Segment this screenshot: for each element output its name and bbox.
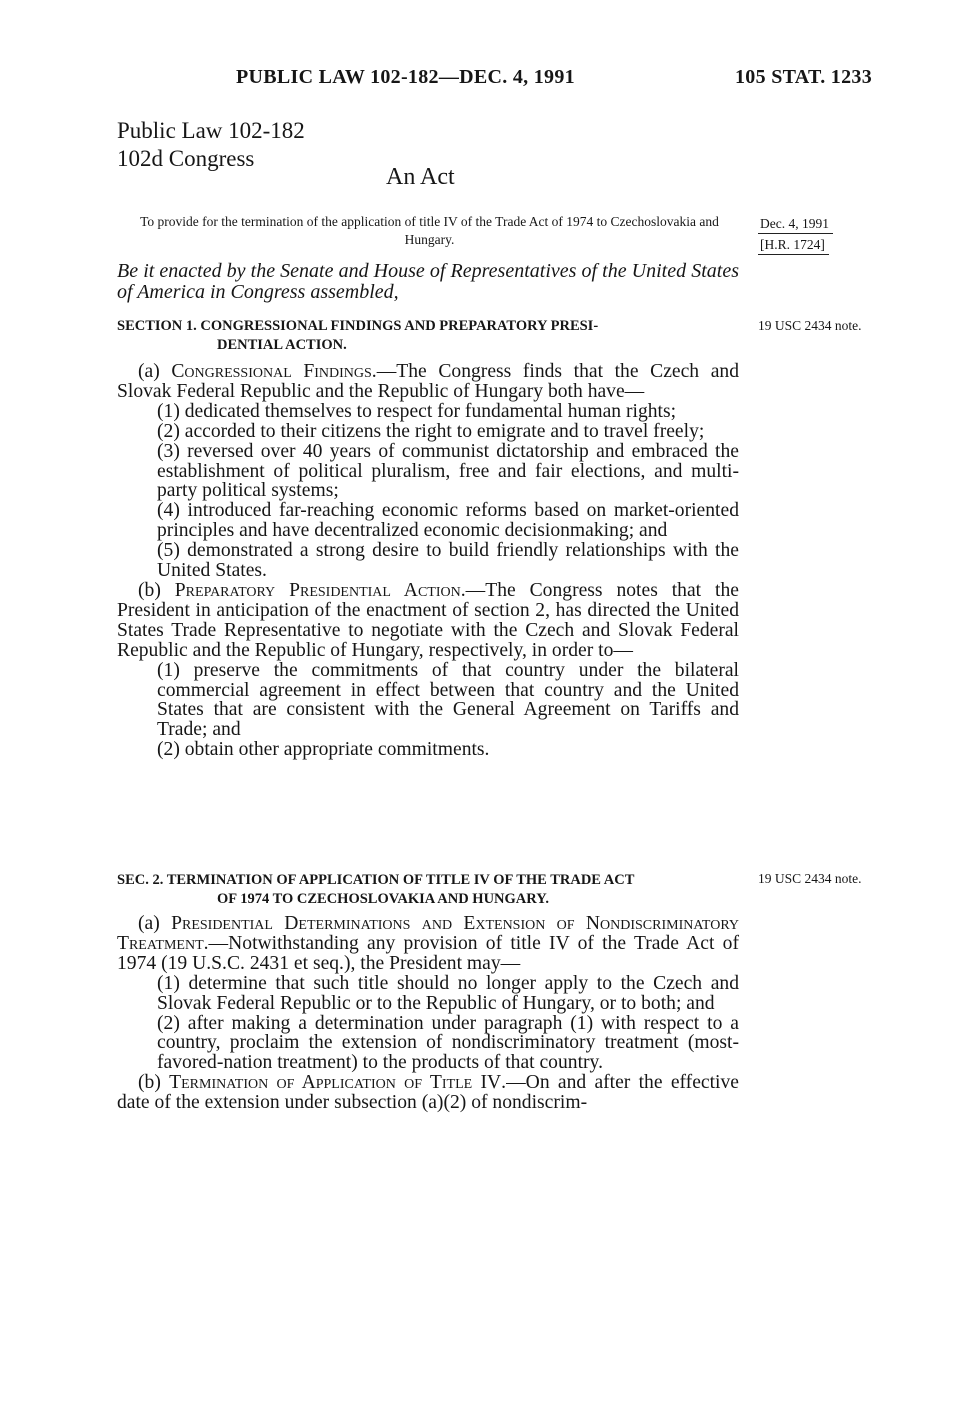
section-1-body xyxy=(117,362,739,760)
subsection-text: .—On and after the effective date of the extension under subsection (a)(2) of nondiscrim- xyxy=(117,1072,739,1114)
subsection-label: (b) xyxy=(138,579,161,601)
law-identification xyxy=(117,117,305,173)
section-1-heading xyxy=(117,317,739,355)
purpose-statement: To provide for the termination of the application of title IV of the Trade Act of 1974 to Czechoslovakia and Hungary. xyxy=(140,214,719,247)
subsection-caption: Presidential Determinations and Extension of Nondiscriminatory Treatment xyxy=(117,913,740,954)
subsection-2b xyxy=(117,1073,739,1113)
section-2-heading-line-2: OF 1974 TO CZECHOSLOVAKIA AND HUNGARY. xyxy=(217,891,549,907)
margin-note-date: Dec. 4, 1991 xyxy=(758,216,833,234)
subsection-label: (a) xyxy=(138,361,160,382)
enacting-clause: Be it enacted by the Senate and House of Representatives of the United States of America in Congress assembled, xyxy=(117,260,739,303)
subsection-caption: Termination of Application of Title IV xyxy=(169,1072,502,1094)
public-law-number: Public Law 102-182 xyxy=(117,118,305,143)
statute-page-number: 105 STAT. 1233 xyxy=(735,66,872,88)
paragraph-1a-3: (3) reversed over 40 years of communist dictatorship and embraced the establishment of political pluralism, free and fair elections, and multi-party political systems; xyxy=(157,440,739,502)
subsection-label: (b) xyxy=(138,1072,161,1094)
section-1-heading-line-1: SECTION 1. CONGRESSIONAL FINDINGS AND PREPARATORY PRESI- xyxy=(117,318,599,334)
subsection-label: (a) xyxy=(138,913,160,934)
congress-number: 102d Congress xyxy=(117,146,255,171)
act-title: An Act xyxy=(386,164,455,190)
paragraph-1a-1: (1) dedicated themselves to respect for fundamental human rights; xyxy=(157,400,677,422)
paragraph-2a-1: (1) determine that such title should no longer apply to the Czech and Slovak Federal Republic or to the Republic of Hungary, or to both; and xyxy=(157,972,739,1014)
subsection-text: .—The Congress notes that the President in anticipation of the enactment of section 2, has directed the United States Trade Representative to negotiate with the Czech and Slovak Federal Republic and the Republic of Hungary, respectively, in order to— xyxy=(117,579,739,661)
subsection-2a xyxy=(117,914,739,974)
margin-note-usc-1: 19 USC 2434 note. xyxy=(758,318,862,333)
margin-note-usc-2: 19 USC 2434 note. xyxy=(758,871,862,886)
paragraph-1a-2: (2) accorded to their citizens the right to emigrate and to travel freely; xyxy=(157,420,705,442)
subsection-1b xyxy=(117,581,739,661)
subsection-text: .—Notwithstanding any provision of title IV of the Trade Act of 1974 (19 U.S.C. 2431 et seq.), the President may— xyxy=(117,932,739,974)
subsection-caption: Preparatory Presidential Action xyxy=(174,579,461,601)
running-head-title: PUBLIC LAW 102-182—DEC. 4, 1991 xyxy=(236,66,575,88)
paragraph-2a-2: (2) after making a determination under paragraph (1) with respect to a country, proclaim the extension of nondiscriminatory treatment (most-favored-nation treatment) to the products of that country. xyxy=(157,1012,739,1074)
section-2-heading-line-1: SEC. 2. TERMINATION OF APPLICATION OF TITLE IV OF THE TRADE ACT xyxy=(117,872,635,888)
paragraph-1a-5: (5) demonstrated a strong desire to build friendly relationships with the United States. xyxy=(157,540,739,582)
subsection-caption: Congressional Findings xyxy=(171,361,372,382)
section-2-body xyxy=(117,914,739,1113)
subsection-text: .—The Congress finds that the Czech and Slovak Federal Republic and the Republic of Hungary both have— xyxy=(117,361,739,402)
section-2-heading xyxy=(117,871,739,909)
section-1-heading-line-2: DENTIAL ACTION. xyxy=(217,337,347,353)
margin-note-bill: [H.R. 1724] xyxy=(758,237,829,255)
paragraph-1b-2: (2) obtain other appropriate commitments. xyxy=(157,739,490,761)
paragraph-1a-4: (4) introduced far-reaching economic reforms based on market-oriented principles and have decentralized economic decisionmaking; and xyxy=(157,500,739,542)
paragraph-1b-1: (1) preserve the commitments of that country under the bilateral commercial agreement in effect between that country and the United States that are consistent with the General Agreement on Tariffs and Trade; and xyxy=(157,659,739,741)
subsection-1a xyxy=(117,362,739,402)
